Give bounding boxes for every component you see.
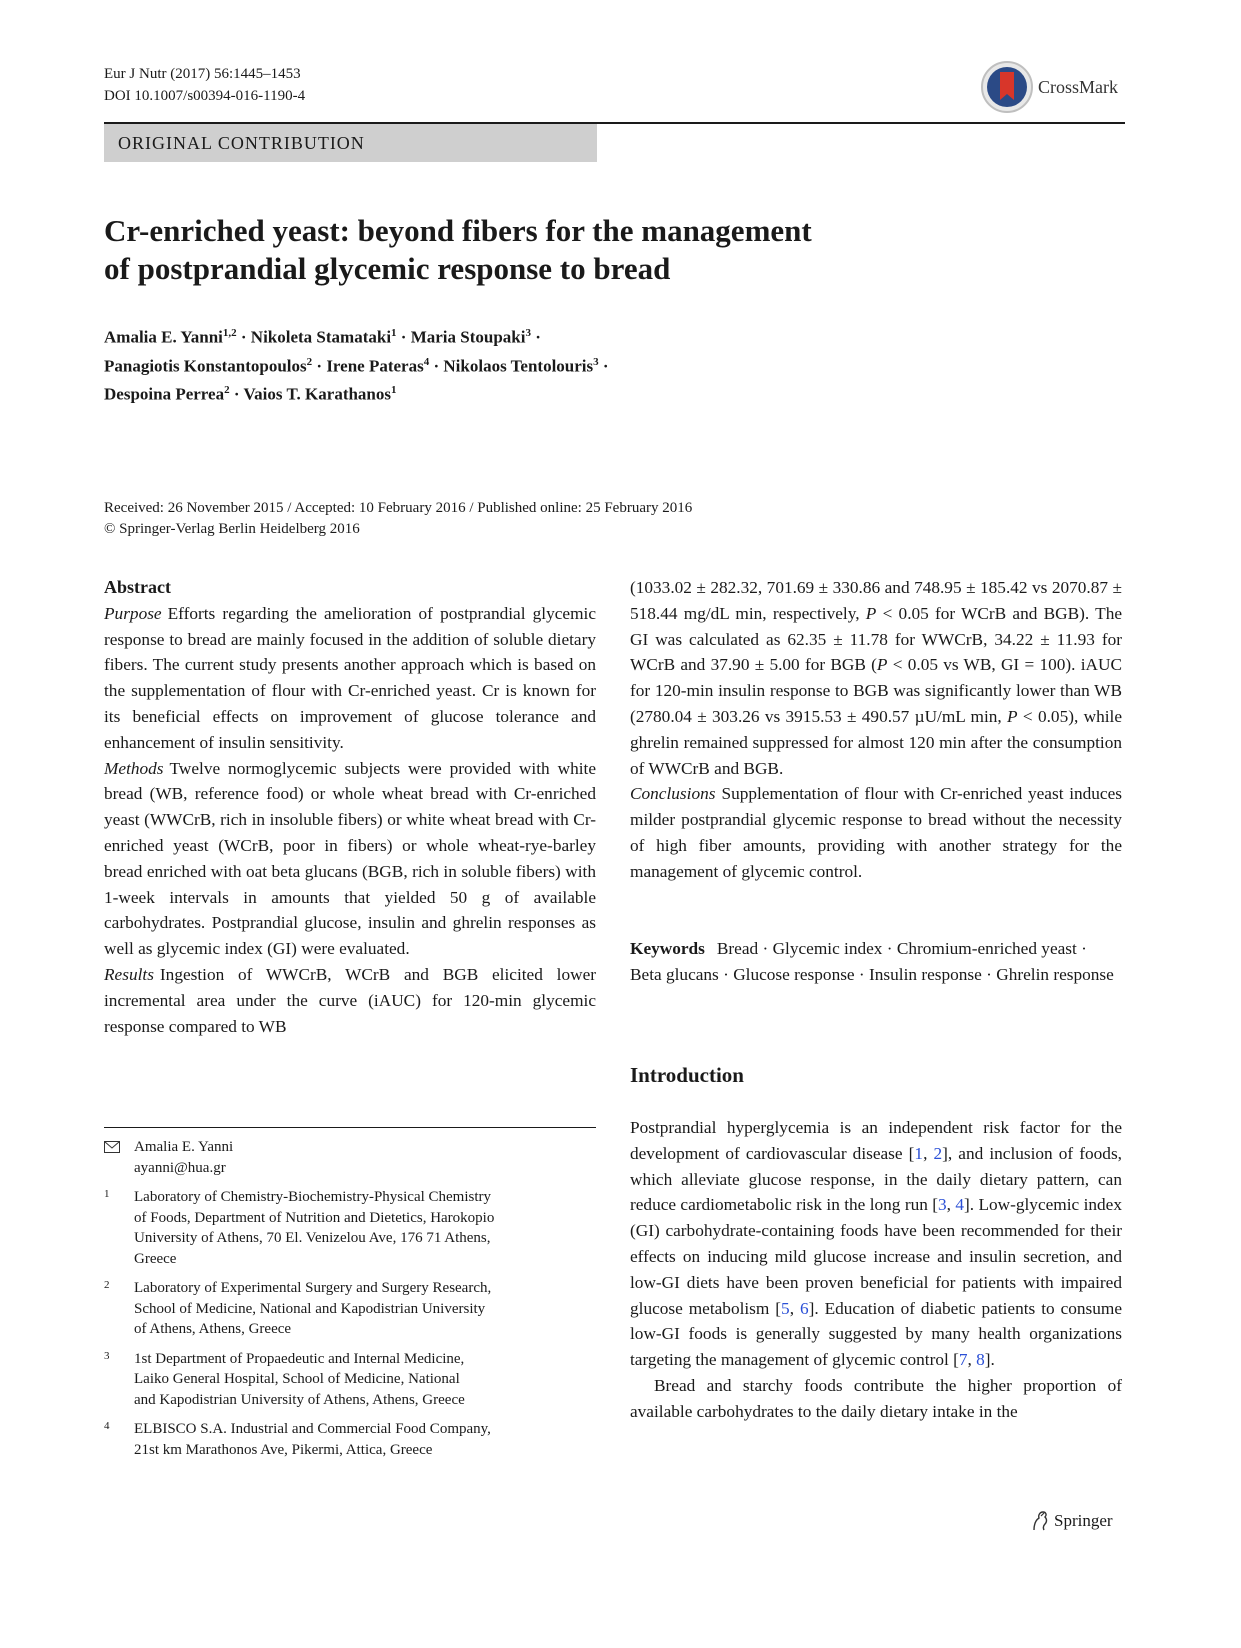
author-affiliation: 1: [391, 327, 397, 339]
history-line: Received: 26 November 2015 / Accepted: 10 February 2016 / Published online: 25 February 2016: [104, 500, 693, 516]
citation-link[interactable]: 5: [781, 1298, 790, 1318]
affiliation-line: University of Athens, 70 El. Venizelou Ave, 176 71 Athens,: [134, 1230, 491, 1246]
author-name[interactable]: Amalia E. Yanni: [104, 327, 223, 347]
author-list: [104, 321, 804, 407]
publication-dates: [104, 498, 692, 540]
affiliation-line: 1st Department of Propaedeutic and Internal Medicine,: [134, 1350, 465, 1367]
affiliation-line: of Athens, Athens, Greece: [134, 1321, 292, 1337]
author-separator: ·: [312, 356, 327, 376]
citation-link[interactable]: 6: [799, 1298, 809, 1318]
crossmark-icon: [980, 60, 1034, 114]
intro-paragraph: Bread and starchy foods contribute the higher proportion of available carbohydrates to the daily dietary intake in the: [630, 1375, 1122, 1421]
abstract-conclusions: [630, 781, 1122, 884]
keyword: Bread: [716, 939, 759, 958]
intro-text: ].: [984, 1350, 995, 1370]
purpose-label: Purpose: [104, 603, 162, 623]
author-separator: ·: [429, 356, 444, 376]
results-continued: [630, 575, 1122, 781]
conclusions-label: Conclusions: [630, 784, 716, 804]
results-text: Ingestion of WWCrB, WCrB and BGB elicited lower incremental area under the curve (iAUC) for 120-min glycemic response compared to WB: [104, 964, 596, 1036]
author-separator: ·: [598, 356, 609, 376]
affiliation-line: Laboratory of Chemistry-Biochemistry-Physical Chemistry: [134, 1189, 492, 1205]
correspondence-email[interactable]: ayanni@hua.gr: [134, 1159, 226, 1176]
keyword: Insulin response: [869, 964, 982, 984]
article-title: [104, 212, 1004, 288]
citation-link[interactable]: 7: [958, 1350, 968, 1370]
author-separator: ·: [531, 327, 541, 347]
author-affiliation: 1,2: [222, 327, 237, 339]
citation-link[interactable]: 3: [938, 1195, 947, 1215]
affiliation-note: [104, 1278, 596, 1340]
introduction-body: [630, 1115, 1122, 1425]
keywords: Keywords Bread · Glycemic index · Chromium-enriched yeast · Beta glucans · Glucose response · Insulin response · Ghrelin response: [630, 939, 1114, 984]
affiliation-note: [104, 1349, 596, 1411]
p-value-symbol: P: [1007, 706, 1018, 726]
methods-label: Methods: [104, 758, 164, 778]
crossmark-badge[interactable]: [980, 58, 1125, 116]
author-separator: ·: [229, 384, 244, 404]
correspondence-name: Amalia E. Yanni: [134, 1139, 234, 1155]
abstract-results: [104, 962, 596, 1039]
author-separator: ·: [236, 327, 251, 347]
citation-link[interactable]: 2: [933, 1143, 943, 1163]
doi-line[interactable]: DOI 10.1007/s00394-016-1190-4: [104, 88, 306, 104]
abstract: [104, 575, 596, 1039]
footnote-rule: [104, 1127, 596, 1128]
keyword: Glucose response: [733, 964, 855, 984]
citation-link[interactable]: 4: [955, 1195, 964, 1215]
springer-horse-icon: [1030, 1510, 1050, 1532]
section-label: ORIGINAL CONTRIBUTION: [104, 124, 597, 162]
author-separator: ·: [396, 327, 411, 347]
publisher-name: Springer: [1054, 1511, 1113, 1530]
author-name[interactable]: Vaios T. Karathanos: [243, 384, 391, 404]
author-name[interactable]: Irene Pateras: [326, 356, 424, 376]
intro-paragraph: Postprandial hyperglycemia is an independent risk factor for the development of cardiovascular disease [1, 2], and inclusion of foods, which alleviate glucose response, in the daily dietary pattern, can reduce cardiometabolic risk in the long run [3, 4]. Low-glycemic index (GI) carbohydrate-containing foods have been recommended for their effects on inducing mild glucose increase and insulin secretion, and low-GI diets have been proven beneficial for patients with impaired glucose metabolism [5, 6]. Education of diabetic patients to consume low-GI foods is generally suggested by many health organizations targeting the management of glycemic control [7, 8].: [630, 1118, 1122, 1370]
intro-text: Postprandial hyperglycemia is an independent risk factor for the development of cardiovascular disease [: [630, 1118, 1122, 1163]
keyword: Chromium-enriched yeast: [896, 939, 1077, 958]
abstract-methods: [104, 756, 596, 962]
author-name[interactable]: Nikolaos Tentolouris: [443, 356, 594, 376]
affiliation-note: [104, 1187, 596, 1269]
results-text: < 0.05), while ghrelin remained suppressed for almost 120 min after the consumption of WWCrB and BGB.: [630, 706, 1122, 778]
affiliation-line: of Foods, Department of Nutrition and Dietetics, Harokopio: [134, 1209, 495, 1226]
citation-link[interactable]: 1: [914, 1143, 924, 1163]
affiliation-line: Greece: [134, 1250, 177, 1267]
results-text: < 0.05 vs WB, GI = 100). iAUC for 120-min insulin response to BGB was significantly lower than WB (2780.04 ± 303.26 vs 3915.53 ± 490.57 µU/mL min,: [630, 655, 1122, 726]
affiliation-number: 3: [104, 1349, 110, 1362]
intro-text: ]. Low-glycemic index (GI) carbohydrate-containing foods have been recommended for their effects on inducing mild glucose increase and insulin secretion, and low-GI diets have been proven beneficial for patients with impaired glucose metabolism [: [630, 1195, 1122, 1318]
keyword: Glycemic index: [772, 939, 883, 958]
crossmark-label: CrossMark: [1038, 76, 1118, 97]
author-name[interactable]: Nikoleta Stamataki: [250, 327, 392, 347]
methods-text: Twelve normoglycemic subjects were provided with white bread (WB, reference food) or whole wheat bread with Cr-enriched yeast (WWCrB, rich in insoluble fibers) or white wheat bread with Cr-enriched yeast (WCrB, poor in fibers) or whole wheat-rye-barley bread enriched with oat beta glucans (BGB, rich in soluble fibers) with 1-week intervals in amounts that yielded 50 g of available carbohydrates. Postprandial glucose, insulin and ghrelin responses as well as glycemic index (GI) were evaluated.: [104, 758, 596, 959]
affiliation-number: 4: [104, 1420, 110, 1432]
keyword: Beta glucans: [630, 964, 719, 984]
results-text: < 0.05 for WCrB and BGB). The GI was calculated as 62.35 ± 11.78 for WWCrB, 34.22 ± 11.93 for WCrB and 37.90 ± 5.00 for BGB (: [630, 603, 1123, 675]
purpose-text: Efforts regarding the amelioration of postprandial glycemic response to bread are mainly focused in the addition of soluble dietary fibers. The current study presents another approach which is based on the supplementation of flour with Cr-enriched yeast. Cr is known for its beneficial effects on improvement of glucose tolerance and enhancement of insulin sensitivity.: [104, 603, 596, 752]
title-line-1: Cr-enriched yeast: beyond fibers for the management: [104, 213, 812, 248]
keyword: Ghrelin response: [996, 964, 1114, 984]
publisher-logo: [1030, 1510, 1113, 1532]
results-label: Results: [104, 964, 154, 984]
title-line-2: of postprandial glycemic response to bread: [104, 251, 671, 286]
conclusions-text: Supplementation of flour with Cr-enriched yeast induces milder postprandial glycemic response to bread without the necessity of high fiber amounts, providing with another strategy for the management of glycemic control.: [630, 784, 1122, 881]
intro-text: ], and inclusion of foods, which alleviate glucose response, in the daily dietary pattern, can reduce cardiometabolic risk in the long run [: [630, 1143, 1122, 1215]
affiliation-line: Laboratory of Experimental Surgery and Surgery Research,: [134, 1280, 492, 1296]
footnotes: [104, 1137, 596, 1469]
copyright-line: © Springer-Verlag Berlin Heidelberg 2016: [104, 521, 360, 537]
introduction-heading: Introduction: [630, 1063, 744, 1087]
author-affiliation: 2: [306, 355, 313, 368]
author-affiliation: 4: [423, 355, 430, 368]
p-value-symbol: P: [876, 655, 888, 675]
abstract-continued: [630, 575, 1122, 885]
affiliation-line: School of Medicine, National and Kapodistrian University: [134, 1300, 486, 1317]
affiliation-number: 2: [104, 1279, 110, 1291]
affiliation-line: Laiko General Hospital, School of Medicine, National: [134, 1371, 460, 1387]
results-text: (1033.02 ± 282.32, 701.69 ± 330.86 and 748.95 ± 185.42 vs 2070.87 ± 518.44 mg/dL min, respectively,: [630, 578, 1122, 623]
intro-text: ]. Education of diabetic patients to consume low-GI foods is generally suggested by many health organizations targeting the management of glycemic control [: [630, 1298, 1122, 1370]
affiliation-line: 21st km Marathonos Ave, Pikermi, Attica, Greece: [134, 1441, 433, 1458]
affiliation-line: ELBISCO S.A. Industrial and Commercial Food Company,: [134, 1421, 491, 1437]
keywords-heading: Keywords: [630, 939, 705, 958]
abstract-heading: Abstract: [104, 577, 171, 597]
author-name[interactable]: Panagiotis Konstantopoulos: [104, 356, 307, 376]
abstract-purpose: [104, 601, 596, 756]
affiliation-line: and Kapodistrian University of Athens, Athens, Greece: [134, 1391, 465, 1408]
correspondence-note: [104, 1137, 596, 1178]
journal-line: Eur J Nutr (2017) 56:1445–1453: [104, 66, 301, 82]
affiliation-number: 1: [104, 1188, 110, 1200]
affiliation-note: [104, 1419, 596, 1460]
journal-citation: [104, 63, 305, 107]
author-affiliation: 2: [224, 384, 230, 397]
envelope-icon: [104, 1137, 134, 1178]
author-affiliation: 3: [593, 355, 599, 368]
author-name[interactable]: Despoina Perrea: [104, 384, 225, 404]
p-value-symbol: P: [865, 603, 877, 623]
citation-link[interactable]: 8: [976, 1350, 985, 1370]
author-affiliation: 1: [391, 384, 397, 397]
author-name[interactable]: Maria Stoupaki: [410, 327, 526, 347]
author-affiliation: 3: [525, 327, 531, 339]
